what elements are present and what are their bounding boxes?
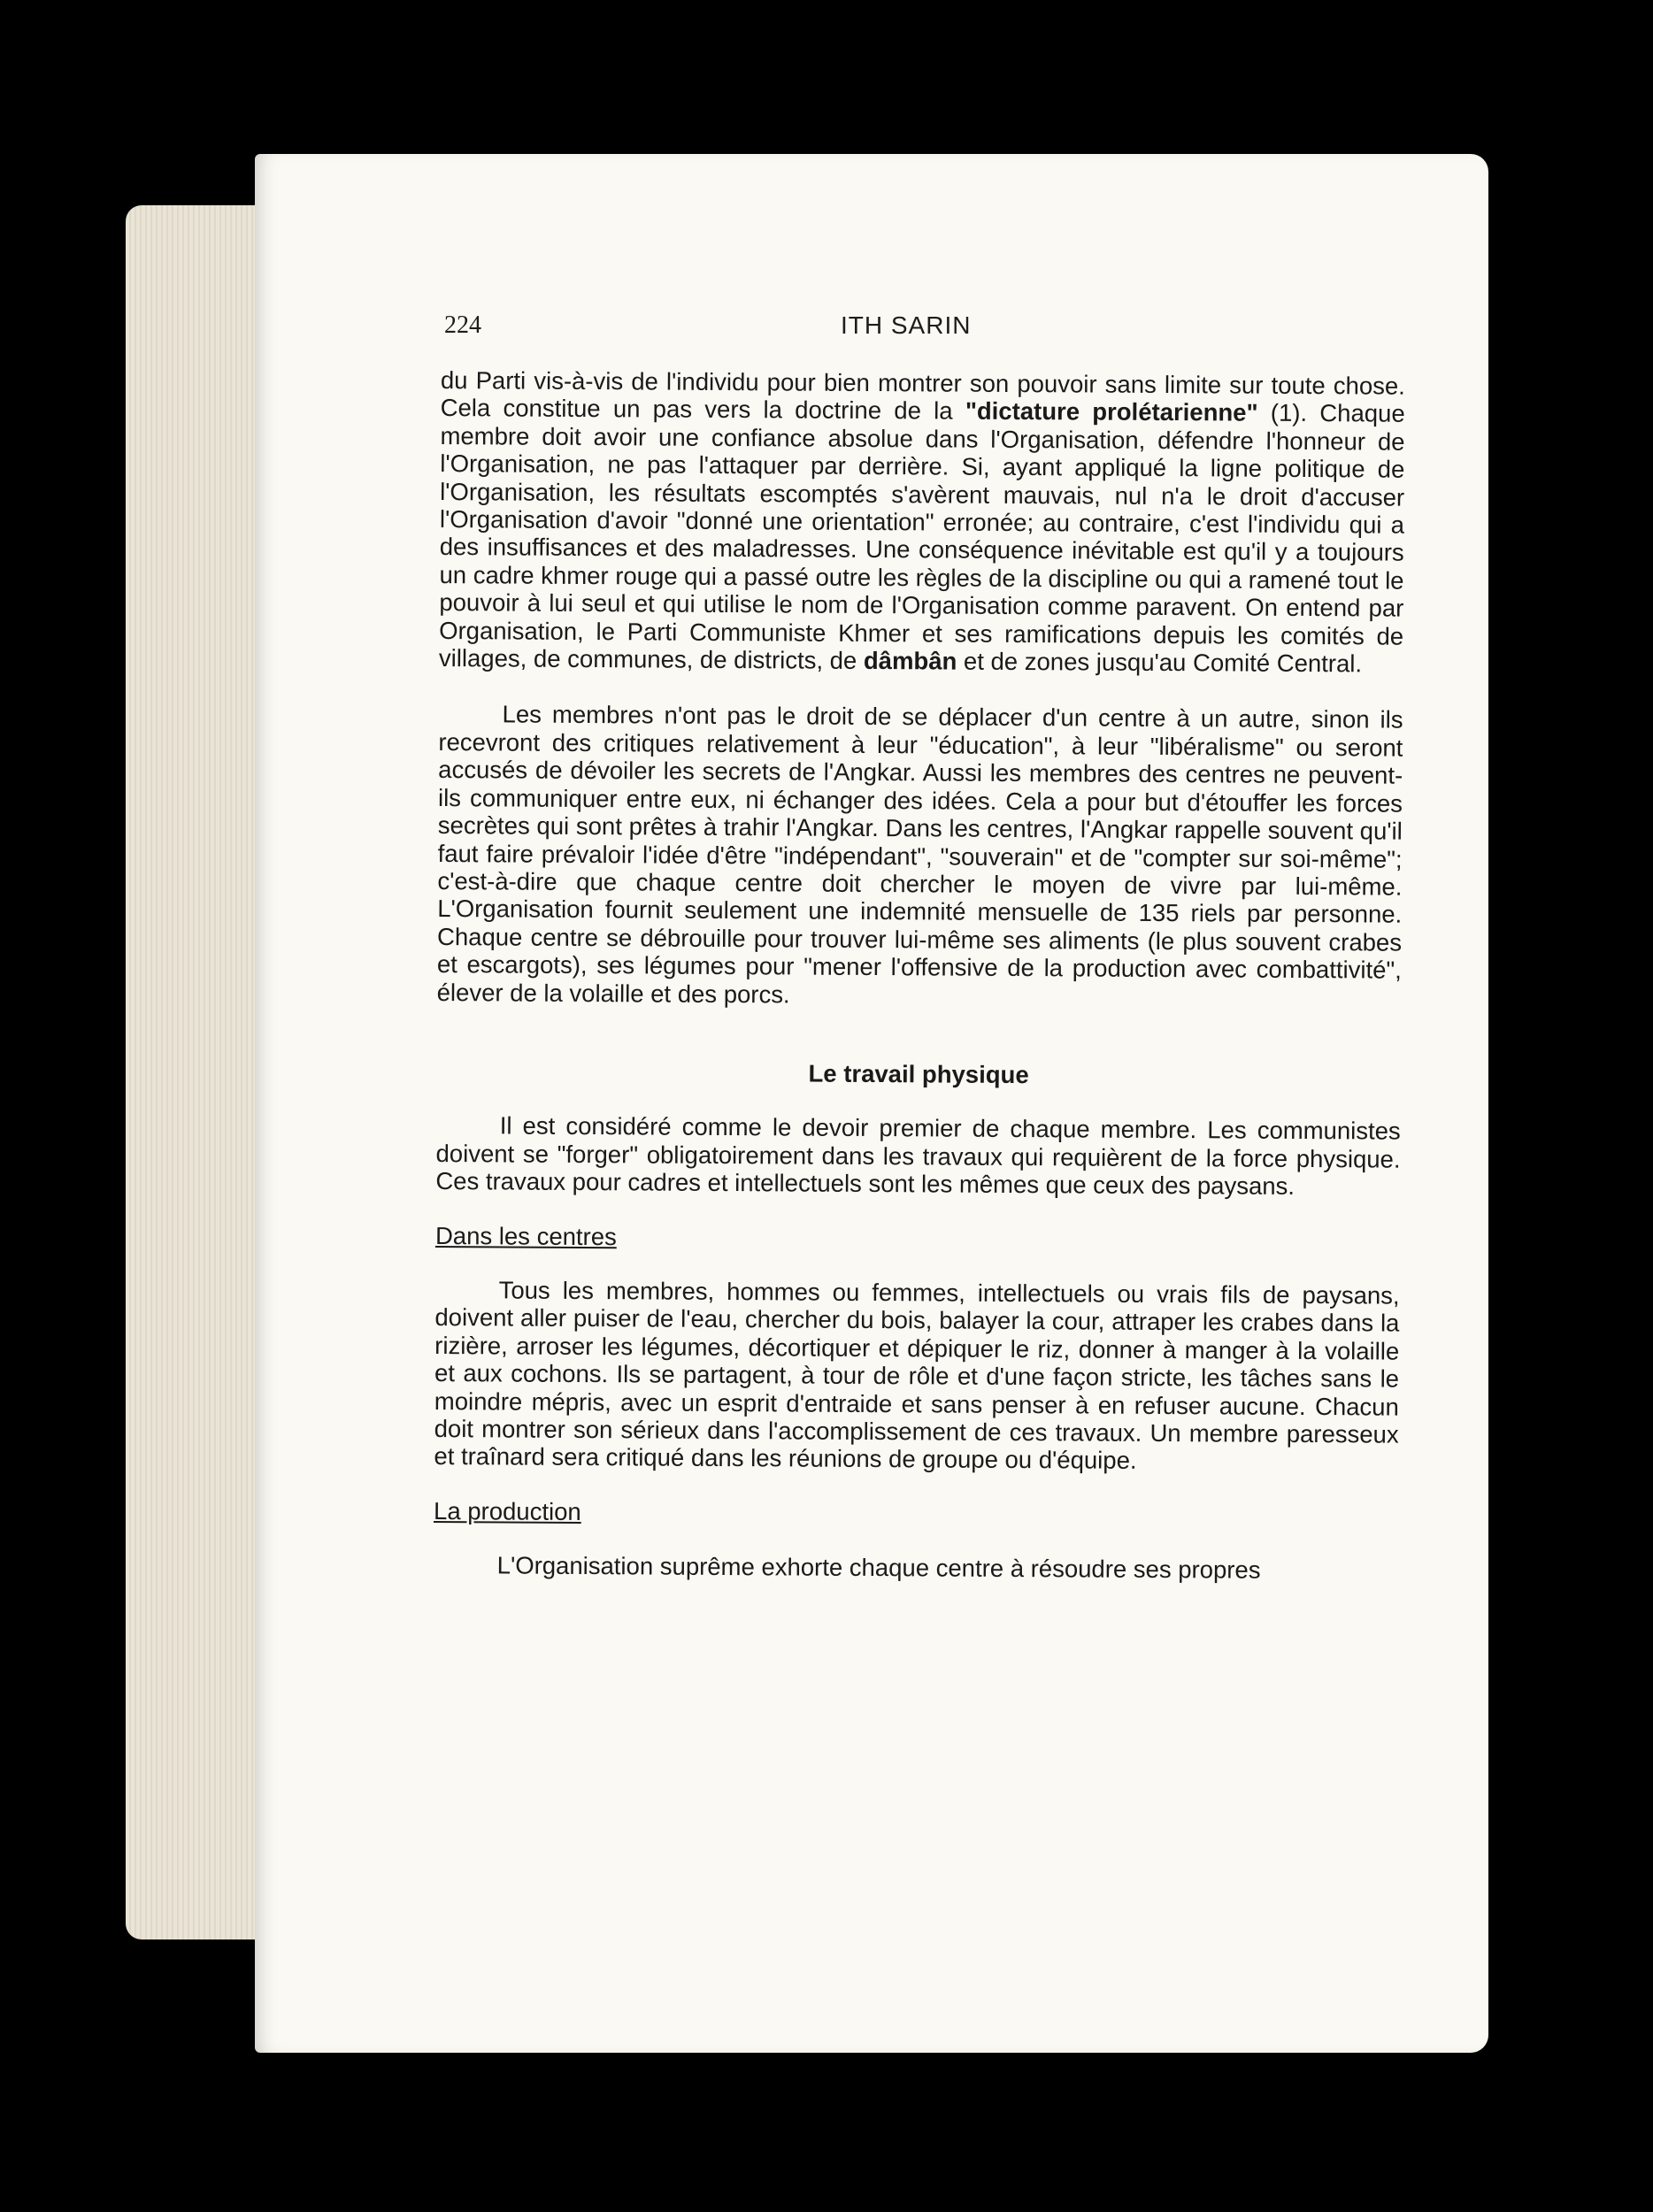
paragraph-1-text-b: (1). Chaque membre doit avoir une confiance absolue dans l'Organisation, défendre l'honneur de l'Organisation, ne pas l'attaquer par derrière. Si, ayant appliqué la ligne politique de l'Organisation, les résultats escomptés s'avèrent mauvais, nul n'a le droit d'accuser l'Organisation d'avoir "donné une orientation" erronée; au contraire, c'est l'individu qui a des insuffisances et des maladresses. Une conséquence inévitable est qu'il y a toujours un cadre khmer rouge qui a passé outre les règles de la discipline ou qui a ramené tout le pouvoir à lui seul et qui utilise le nom de l'Organisation comme paravent. On entend par Organisation, le Parti Communiste Khmer et ses ramifications depuis les comités de villages, de communes, de districts, de [438,399,1405,674]
subheading-centres: Dans les centres [434,1221,617,1250]
paragraph-3: Il est considéré comme le devoir premier de chaque membre. Les communistes doivent se "forger" obligatoirement dans les travaux qui requièrent de la force physique. Ces travaux pour cadres et intellectuels sont les mêmes que ceux des paysans. [435,1111,1401,1201]
paragraph-5: L'Organisation suprême exhorte chaque centre à résoudre ses propres [496,1551,1261,1584]
paragraph-2: Les membres n'ont pas le droit de se déplacer d'un centre à un autre, sinon ils recevront des critiques relativement à leur "éducation", à leur "libéralisme" ou seront accusés de dévoiler les secrets de l'Angkar. Aussi les membres des centres ne peuvent-ils communiquer entre eux, ni échanger des idées. Cela a pour but d'étouffer les forces secrètes qui sont prêtes à trahir l'Angkar. Dans les centres, l'Angkar rappelle souvent qu'il faut faire prévaloir l'idée d'être "indépendant", "souverain" et de "compter sur soi-même"; c'est-à-dire que chaque centre doit chercher le moyen de vivre par lui-même. L'Organisation fournit seulement une indemnité mensuelle de 135 riels par personne. Chaque centre se débrouille pour trouver lui-même ses aliments (le plus souvent crabes et escargots), ses légumes pour "mener l'offensive de la production avec combattivité", élever de la volaille et des porcs. [436,700,1403,1008]
body-text [434,366,1405,1585]
paragraph-1-text-c: et de zones jusqu'au Comité Central. [957,647,1363,678]
bold-term-damban: dâmbân [863,646,957,675]
paragraph-1-text-a: du Parti vis-à-vis de l'individu pour bien montrer son pouvoir sans limite sur toute chose. Cela constitue un pas vers la doctrine de la [440,366,1405,426]
page-header [0,311,1653,347]
page-number: 224 [444,311,481,339]
paragraph-4: Tous les membres, hommes ou femmes, intellectuels ou vrais fils de paysans, doivent aller puiser de l'eau, chercher du bois, balayer la cour, attraper les crabes dans la rizière, arroser les légumes, décortiquer et dépiquer le riz, donner à manger à la volaille et aux cochons. Ils se partagent, à tour de rôle et d'une façon stricte, les tâches sans le moindre mépris, avec un esprit d'entraide et sans penser à en refuser aucune. Chacun doit montrer son sérieux dans l'accomplissement de ces travaux. Un membre paresseux et traînard sera critiqué dans les réunions de groupe ou d'équipe. [434,1276,1400,1475]
paragraph-1 [439,366,1405,678]
running-head: ITH SARIN [841,311,972,339]
bold-term-dictature: "dictature prolétarienne" [965,397,1258,427]
subheading-production: La production [434,1496,581,1525]
section-heading: Le travail physique [808,1059,1029,1089]
